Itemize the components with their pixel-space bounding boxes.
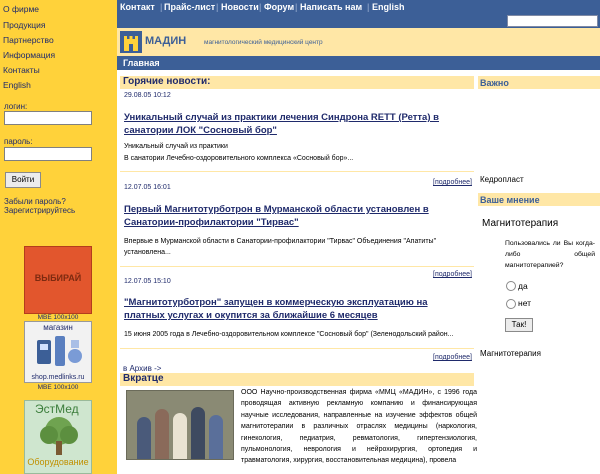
castle-logo-icon[interactable]: [120, 31, 142, 53]
person-figure: [173, 413, 187, 459]
nav-english[interactable]: English: [372, 2, 405, 12]
about-text: ООО Научно-производственная фирма «ММЦ «МАДИН», с 1996 года проводящая активную рекламную компанию и финансирующая научные исследования, направленные на изучение эффектов общей магнитотерапии в различных отраслях медицины (наркология, гинекология, педиатрия, ревматология, гипертензиология, пульмонология, неврология и нейрохирургия, ортопедия и травматология, хирургия, восстановительная медицина), провела: [241, 389, 477, 465]
poll-option-no-label: нет: [518, 298, 532, 308]
nav-separator: |: [259, 2, 262, 12]
title-bar: [117, 56, 600, 70]
nav-news[interactable]: Новости: [221, 2, 259, 12]
login-button[interactable]: Войти: [5, 172, 41, 188]
sidebar-item-english[interactable]: English: [3, 80, 31, 90]
banner-caption: MBE 100x100: [37, 384, 79, 391]
header: [117, 28, 600, 56]
news-date: 12.07.05 16:01: [124, 184, 171, 191]
nav-price-list[interactable]: Прайс-лист: [164, 2, 216, 12]
banner-shop-title: магазин: [43, 323, 73, 332]
about-header: [120, 373, 474, 386]
password-label: пароль:: [4, 137, 33, 146]
news-divider: [120, 348, 474, 349]
about-title: Вкратце: [123, 373, 164, 384]
poll-title: Магнитотерапия: [482, 218, 559, 229]
kedroplast-link[interactable]: Кедропласт: [480, 175, 524, 184]
forgot-password-link[interactable]: Забыли пароль?: [4, 197, 66, 206]
sidebar-item-contacts[interactable]: Контакты: [3, 65, 40, 75]
news-snippet: 15 июня 2005 года в Лечебно-оздоровительном комплексе "Сосновый бор" (Зеленодольский район...: [124, 331, 454, 338]
nav-separator: |: [295, 2, 298, 12]
opinion-title: Ваше мнение: [480, 195, 540, 205]
sidebar-item-partnership[interactable]: Партнерство: [3, 35, 54, 45]
banner-vibirai[interactable]: [24, 246, 92, 314]
banner-shop[interactable]: [24, 321, 92, 383]
medical-devices-icon: [35, 334, 83, 370]
news-headline[interactable]: "Магнитотурботрон" запущен в коммерческую эксплуатацию на платных услугах и окупится за ближайшие 6 месяцев: [124, 297, 428, 321]
person-figure: [137, 417, 151, 459]
archive-link[interactable]: в Архив ->: [123, 364, 162, 373]
vote-button[interactable]: Так!: [505, 318, 533, 332]
nav-separator: |: [160, 2, 163, 12]
nav-separator: |: [216, 2, 219, 12]
news-headline[interactable]: Первый Магнитотурботрон в Мурманской области установлен в Санатории-профилактории "Тирвас": [124, 204, 429, 228]
logo-name: МАДИН: [145, 35, 187, 47]
sidebar-item-products[interactable]: Продукция: [3, 20, 46, 30]
news-snippet: Уникальный случай из практики: [124, 143, 228, 150]
person-figure: [155, 409, 169, 459]
news-date: 12.07.05 15:10: [124, 278, 171, 285]
page-title: Главная: [123, 58, 160, 68]
sidebar-item-about[interactable]: О фирме: [3, 4, 40, 14]
important-title: Важно: [480, 78, 509, 88]
banner-estmed-title: ЭстМед: [35, 402, 79, 416]
banner-caption: MBE 100x100: [37, 314, 79, 321]
hot-news-title: Горячие новости:: [123, 76, 211, 87]
banner-estmed[interactable]: [24, 400, 92, 474]
register-link[interactable]: Зарегистрируйтесь: [4, 206, 76, 215]
team-photo: [126, 390, 234, 460]
nav-contact[interactable]: Контакт: [120, 2, 155, 12]
news-headline[interactable]: Уникальный случай из практики лечения Синдрона RETT (Ретта) в санатории ЛОК "Сосновый бор": [124, 112, 439, 136]
poll-option-yes-label: да: [518, 281, 528, 291]
poll-question: Пользовались ли Вы когда-либо общей магнитотерапией?: [505, 240, 595, 269]
person-figure: [209, 415, 223, 459]
password-input[interactable]: [4, 147, 92, 161]
person-figure: [191, 407, 205, 459]
login-label: логин:: [4, 102, 28, 111]
more-link[interactable]: [подробнее]: [433, 354, 472, 361]
banner-shop-url: shop.medlinks.ru: [31, 374, 85, 381]
news-snippet: В санатории Лечебно-оздоровительного комплекса «Сосновый бор»...: [124, 155, 354, 162]
nav-forum[interactable]: Форум: [264, 2, 295, 12]
news-divider: [120, 266, 474, 267]
more-link[interactable]: [подробнее]: [433, 179, 472, 186]
nav-write-us[interactable]: Написать нам: [300, 2, 363, 12]
search-input[interactable]: [507, 15, 598, 27]
poll-option-no-radio[interactable]: [506, 299, 516, 309]
banner-vibirai-text: ВЫБИРАЙ: [34, 273, 82, 283]
news-snippet: Впервые в Мурманской области в Санатории-профилактории "Тирвас" Объединения "Апатиты" установлена...: [124, 238, 437, 256]
tree-icon: [37, 415, 81, 455]
more-link[interactable]: [подробнее]: [433, 271, 472, 278]
nav-separator: |: [367, 2, 370, 12]
sidebar-item-information[interactable]: Информация: [3, 50, 56, 60]
poll-option-yes-radio[interactable]: [506, 281, 516, 291]
news-divider: [120, 171, 474, 172]
banner-estmed-subtitle: Оборудование: [27, 457, 89, 467]
login-input[interactable]: [4, 111, 92, 125]
poll-footer-link[interactable]: Магнитотерапия: [480, 349, 541, 358]
logo-subtitle: магнитологический медицинский центр: [204, 39, 323, 46]
news-date: 29.08.05 10:12: [124, 92, 171, 99]
